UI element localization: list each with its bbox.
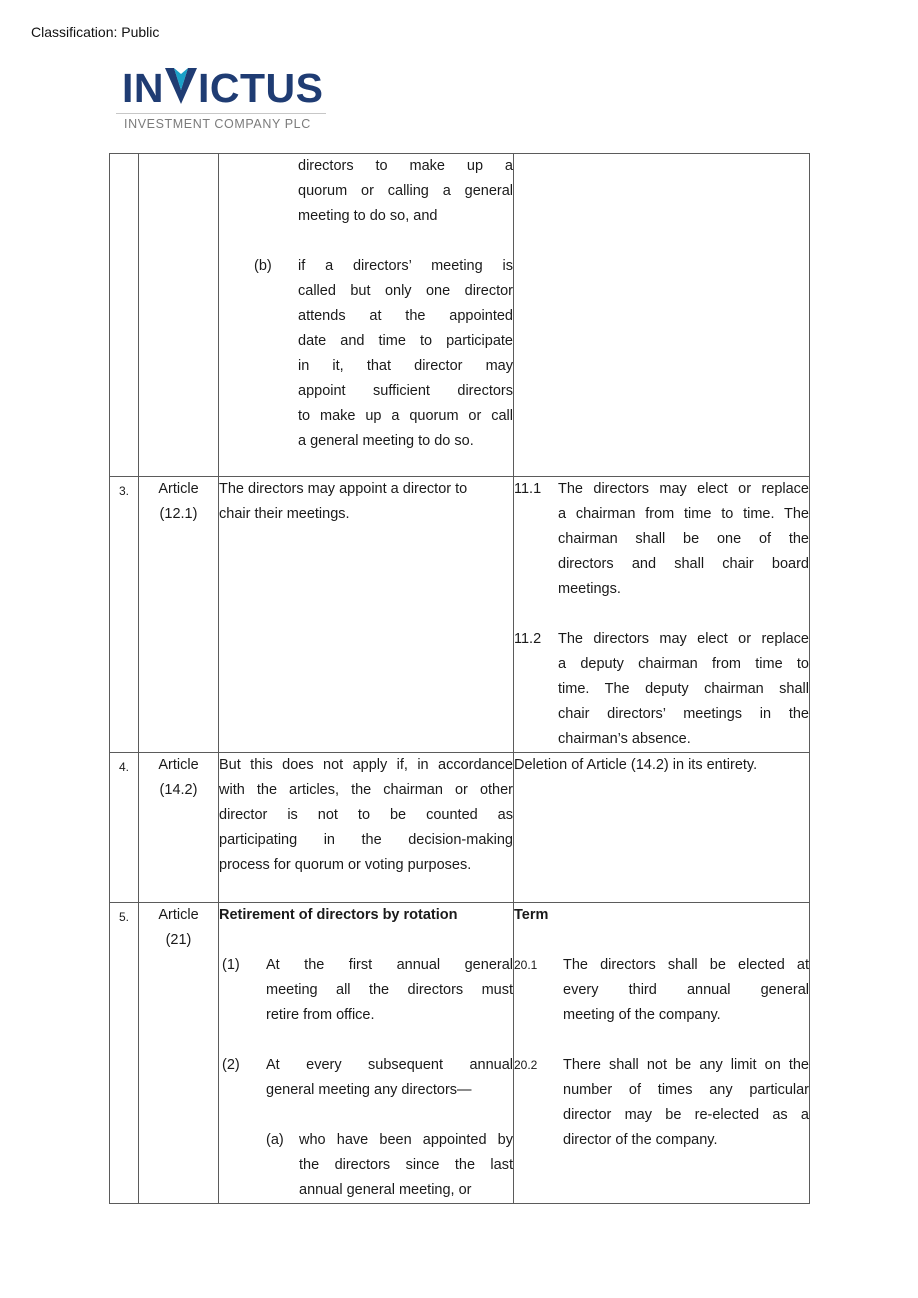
text-line: The directors shall be elected at [563, 957, 809, 973]
row-number: 3. [110, 477, 139, 753]
text-line: meeting of the company. [563, 1007, 721, 1023]
text-line: director is not to be counted as [219, 807, 513, 823]
para-label: (1) [222, 957, 240, 973]
logo-tagline: INVESTMENT COMPANY PLC [124, 117, 311, 131]
clause-number: 11.2 [514, 631, 542, 647]
text-line: number of times any particular [563, 1082, 809, 1098]
section-heading: Term [514, 907, 549, 923]
text-line: with the articles, the chairman or other [219, 782, 513, 798]
para-label: (2) [222, 1057, 240, 1073]
clause-number: 20.2 [514, 1058, 538, 1072]
text-line: quorum or calling a general [298, 183, 513, 199]
article-label: Article [158, 757, 199, 773]
table-row [110, 477, 810, 753]
logo-divider [116, 113, 326, 114]
text-line: Deletion of Article (14.2) in its entirety. [514, 757, 758, 773]
logo-v-icon [164, 64, 198, 104]
row-number [110, 154, 139, 477]
article-ref [139, 154, 219, 477]
text-line: a chairman from time to time. The [558, 506, 809, 522]
text-line: The directors may elect or replace [558, 631, 809, 647]
text-line: chair directors’ meetings in the [558, 706, 809, 722]
text-line: director may be re-elected as a [563, 1107, 809, 1123]
current-article-text [219, 154, 514, 477]
text-line: meeting to do so, and [298, 208, 438, 224]
text-line: general meeting any directors— [266, 1082, 472, 1098]
proposed-article-text [514, 477, 810, 753]
proposed-article-text [514, 903, 810, 1204]
text-line: participating in the decision-making [219, 832, 513, 848]
text-line: chair their meetings. [219, 506, 350, 522]
articles-comparison-table [109, 153, 810, 1204]
classification-label: Classification: Public [31, 24, 160, 40]
text-line: chairman shall be one of the [558, 531, 809, 547]
table-row [110, 903, 810, 1204]
section-heading: Retirement of directors by rotation [219, 907, 458, 923]
logo-wordmark: IN ICTUS [122, 65, 324, 111]
proposed-article-text [514, 154, 810, 477]
text-line: At the first annual general [266, 957, 513, 973]
text-line: The directors may appoint a director to [219, 481, 468, 497]
article-number: (12.1) [159, 506, 198, 522]
row-number: 5. [110, 903, 139, 1204]
text-line: attends at the appointed [298, 308, 513, 324]
text-line: if a directors’ meeting is [298, 258, 513, 274]
row-number: 4. [110, 753, 139, 903]
article-label: Article [158, 481, 199, 497]
company-logo [116, 64, 328, 136]
text-line: to make up a quorum or call [298, 408, 513, 424]
text-line: annual general meeting, or [299, 1182, 472, 1198]
article-ref [139, 753, 219, 903]
current-article-text [219, 753, 514, 903]
article-number: (14.2) [159, 782, 198, 798]
sub-para-label: (a) [266, 1132, 284, 1148]
current-article-text [219, 477, 514, 753]
text-line: chairman’s absence. [558, 731, 691, 747]
text-line: director of the company. [563, 1132, 718, 1148]
text-line: There shall not be any limit on the [563, 1057, 809, 1073]
text-line: meetings. [558, 581, 621, 597]
clause-number: 20.1 [514, 958, 538, 972]
text-line: a general meeting to do so. [298, 433, 474, 449]
text-line: date and time to participate [298, 333, 513, 349]
text-line: At every subsequent annual [266, 1057, 513, 1073]
current-article-text [219, 903, 514, 1204]
article-label: Article [158, 907, 199, 923]
article-number: (21) [165, 932, 192, 948]
text-line: directors to make up a [298, 158, 513, 174]
text-line: time. The deputy chairman shall [558, 681, 809, 697]
text-line: called but only one director [298, 283, 513, 299]
article-ref [139, 477, 219, 753]
text-line: directors and shall chair board [558, 556, 809, 572]
article-ref [139, 903, 219, 1204]
text-line: every third annual general [563, 982, 809, 998]
clause-number: 11.1 [514, 481, 542, 497]
text-line: who have been appointed by [299, 1132, 513, 1148]
sub-para-label: (b) [254, 258, 272, 274]
text-line: the directors since the last [299, 1157, 513, 1173]
text-line: appoint sufficient directors [298, 383, 513, 399]
text-line: The directors may elect or replace [558, 481, 809, 497]
text-line: a deputy chairman from time to [558, 656, 809, 672]
text-line: But this does not apply if, in accordance [219, 757, 513, 773]
text-line: retire from office. [266, 1007, 375, 1023]
proposed-article-text [514, 753, 810, 903]
text-line: meeting all the directors must [266, 982, 513, 998]
table-row [110, 154, 810, 477]
text-line: process for quorum or voting purposes. [219, 857, 472, 873]
text-line: in it, that director may [298, 358, 513, 374]
table-row [110, 753, 810, 903]
